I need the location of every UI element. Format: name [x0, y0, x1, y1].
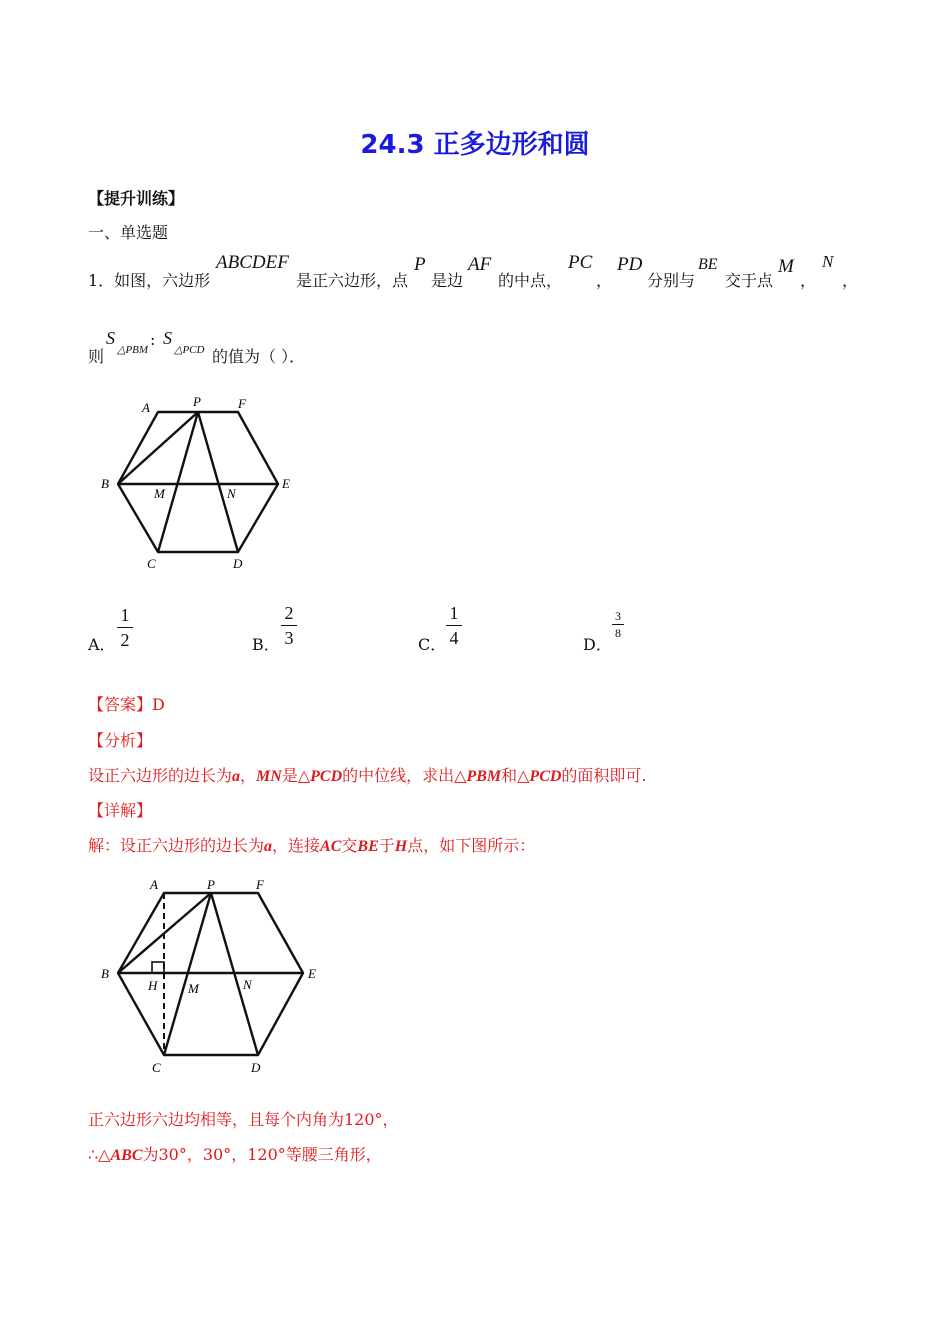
detail-var: H	[394, 838, 408, 855]
math-p: P	[414, 254, 426, 275]
label-C: C	[147, 556, 156, 571]
question-text-part: 交于点	[725, 271, 774, 290]
label-C: C	[152, 1060, 161, 1075]
question-number: 1．如图，六边形	[88, 271, 211, 290]
label-D: D	[251, 1060, 261, 1075]
option-a-fraction[interactable]	[117, 606, 133, 649]
question-text-part: ，	[842, 271, 859, 290]
label-M: M	[188, 981, 199, 996]
math-be: BE	[698, 256, 718, 273]
label-N: N	[243, 977, 252, 992]
solution-line-2	[88, 1142, 382, 1165]
label-E: E	[282, 476, 290, 491]
label-B: B	[101, 476, 109, 491]
question-text-part: 的中点，	[498, 271, 563, 290]
label-F: F	[238, 396, 246, 411]
option-b-fraction[interactable]	[281, 604, 297, 647]
math-pc: PC	[568, 252, 593, 273]
section-header: 【提升训练】	[88, 189, 185, 208]
option-d-letter[interactable]: D．	[583, 635, 612, 654]
analysis-part: 是△	[281, 766, 311, 785]
label-A: A	[142, 400, 150, 415]
detail-part: 点，如下图所示：	[407, 836, 536, 855]
label-H: H	[148, 978, 158, 993]
math-m: M	[778, 256, 794, 277]
option-c-numerator: 1	[449, 603, 459, 623]
analysis-var: PBM	[466, 768, 502, 785]
solution-var: ABC	[110, 1147, 143, 1164]
detail-var: a	[264, 838, 273, 855]
option-c-letter[interactable]: C．	[418, 635, 447, 654]
analysis-part: 的面积即可.	[561, 766, 647, 785]
math-s1-sub: △PBM	[117, 344, 149, 356]
label-D: D	[233, 556, 243, 571]
question-text-part: 是正六边形，点	[296, 271, 409, 290]
label-P: P	[193, 394, 201, 409]
question-text-part: 则	[88, 347, 105, 366]
analysis-var: MN	[256, 768, 282, 785]
option-c-fraction[interactable]	[446, 604, 462, 647]
detail-part: 于	[378, 836, 395, 855]
option-d-denominator: 8	[615, 626, 621, 640]
option-d-numerator: 3	[615, 609, 621, 623]
answer	[88, 692, 165, 715]
analysis-part: ，	[240, 766, 257, 785]
detail-text	[88, 833, 535, 856]
option-b-numerator: 2	[284, 603, 294, 623]
answer-label: 【答案】	[88, 695, 153, 714]
math-pd: PD	[617, 254, 643, 275]
solution-part: ∴△	[88, 1145, 111, 1164]
analysis-var: PCD	[529, 768, 562, 785]
question-text-part: 的值为（ ）．	[212, 347, 306, 366]
label-N: N	[227, 486, 236, 501]
question-text-part: :	[150, 330, 156, 349]
detail-label: 【详解】	[88, 801, 153, 820]
detail-part: ，连接	[272, 836, 321, 855]
label-P: P	[207, 877, 215, 892]
label-E: E	[308, 966, 316, 981]
analysis-label: 【分析】	[88, 731, 153, 750]
math-s2-sub: △PCD	[174, 344, 205, 356]
detail-part: 解：设正六边形的边长为	[88, 836, 265, 855]
label-A: A	[150, 877, 158, 892]
analysis-part: 设正六边形的边长为	[88, 766, 233, 785]
option-d-fraction[interactable]	[612, 610, 624, 639]
option-a-letter[interactable]: A．	[88, 635, 116, 654]
answer-value: D	[152, 695, 165, 714]
analysis-text	[88, 763, 647, 786]
page-title: 24.3 正多边形和圆	[360, 130, 590, 160]
label-M: M	[154, 486, 165, 501]
question-text-part: 分别与	[647, 271, 696, 290]
option-a-numerator: 1	[120, 605, 130, 625]
analysis-part: 和△	[501, 766, 530, 785]
analysis-var: a	[232, 768, 241, 785]
option-c-denominator: 4	[449, 628, 459, 648]
section-type: 一、单选题	[88, 223, 169, 242]
analysis-part: 的中位线，求出△	[342, 766, 467, 785]
math-s2: S	[163, 328, 172, 348]
option-b-denominator: 3	[284, 628, 294, 648]
question-text-part: ，	[800, 271, 817, 290]
label-F: F	[256, 877, 264, 892]
hexagon-figure-1	[90, 390, 310, 580]
solution-line-1: 正六边形六边均相等，且每个内角为120°，	[88, 1110, 399, 1129]
solution-part: 为30°，30°，120°等腰三角形，	[142, 1145, 382, 1164]
math-s1: S	[106, 328, 115, 348]
detail-var: BE	[357, 838, 379, 855]
detail-part: 交	[341, 836, 358, 855]
question-text-part: ，	[596, 271, 613, 290]
math-hexagon: ABCDEF	[216, 252, 289, 273]
analysis-var: PCD	[310, 768, 343, 785]
question-text-part: 是边	[431, 271, 464, 290]
label-B: B	[101, 966, 109, 981]
math-af: AF	[468, 254, 492, 275]
option-a-denominator: 2	[120, 630, 130, 650]
option-b-letter[interactable]: B．	[252, 635, 280, 654]
math-n: N	[822, 252, 834, 271]
hexagon-figure-2	[90, 872, 340, 1080]
detail-var: AC	[320, 838, 342, 855]
